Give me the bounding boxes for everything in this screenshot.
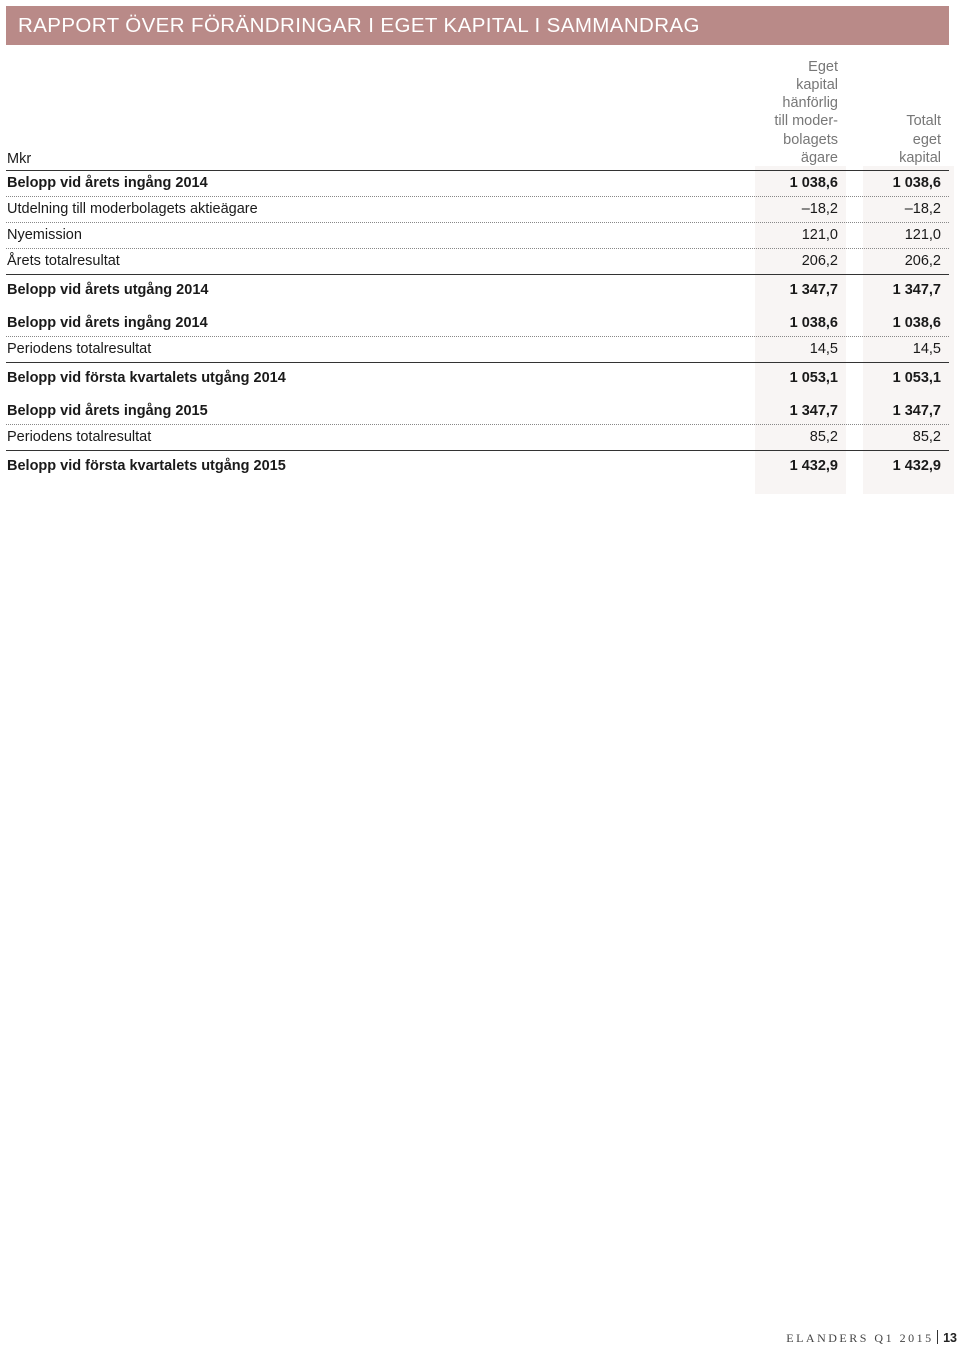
row-value-total: 1 038,6 [892,175,941,191]
table-row [6,171,949,197]
row-value-parent: 1 347,7 [789,282,838,298]
row-value-total: 1 347,7 [892,282,941,298]
page-footer [786,1330,957,1346]
row-label: Utdelning till moderbolagets aktieägare [7,201,258,217]
footer-brand: ELANDERS Q1 2015 [786,1331,934,1345]
row-value-parent: –18,2 [801,201,838,217]
table-row [6,399,949,425]
row-label: Belopp vid årets ingång 2014 [7,175,208,191]
row-value-total: 1 053,1 [892,370,941,386]
row-label: Periodens totalresultat [7,429,152,445]
row-value-total: 85,2 [912,429,941,445]
row-label: Belopp vid årets ingång 2015 [7,403,208,419]
table-header [6,56,949,171]
page-number: 13 [943,1331,957,1345]
table-row [6,197,949,223]
row-value-parent: 14,5 [809,341,838,357]
table-row-total [6,451,949,481]
row-value-total: 14,5 [912,341,941,357]
row-value-parent: 1 432,9 [789,458,838,474]
row-value-total: 1 347,7 [892,403,941,419]
row-value-parent: 121,0 [801,227,838,243]
table-row [6,337,949,363]
row-value-parent: 85,2 [809,429,838,445]
row-value-total: 121,0 [904,227,941,243]
page-title: RAPPORT ÖVER FÖRÄNDRINGAR I EGET KAPITAL I SAMMANDRAG [6,6,949,45]
equity-changes-table [6,56,949,481]
row-label: Belopp vid årets utgång 2014 [7,282,209,298]
row-label: Nyemission [7,227,82,243]
row-value-total: –18,2 [904,201,941,217]
row-value-total: 1 432,9 [892,458,941,474]
row-value-parent: 1 053,1 [789,370,838,386]
row-value-parent: 1 038,6 [789,175,838,191]
row-value-parent: 1 347,7 [789,403,838,419]
table-row [6,311,949,337]
row-value-parent: 1 038,6 [789,315,838,331]
unit-label: Mkr [7,151,32,167]
row-label: Belopp vid första kvartalets utgång 2014 [7,370,286,386]
row-value-parent: 206,2 [801,253,838,269]
table-row-total [6,275,949,305]
column-header-total-equity: Totalt eget kapital [899,113,941,166]
table-row-total [6,363,949,393]
row-label: Belopp vid första kvartalets utgång 2015 [7,458,286,474]
column-header-parent-equity: Eget kapital hänförlig till moder- bolagets ägare [774,58,838,166]
row-label: Belopp vid årets ingång 2014 [7,315,208,331]
table-row [6,425,949,451]
table-row [6,223,949,249]
row-value-total: 1 038,6 [892,315,941,331]
row-label: Årets totalresultat [7,253,120,269]
row-value-total: 206,2 [904,253,941,269]
row-label: Periodens totalresultat [7,341,152,357]
footer-divider [937,1330,939,1344]
table-row [6,249,949,275]
